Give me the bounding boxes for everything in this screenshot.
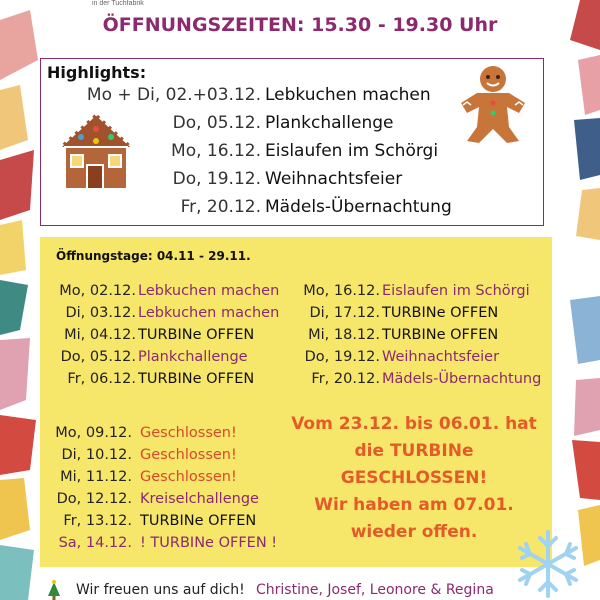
schedule-date: Di, 10.12.: [61, 447, 132, 463]
schedule-event: Lebkuchen machen: [138, 283, 280, 299]
schedule-event: ! TURBINe OFFEN !: [140, 535, 278, 551]
schedule-row: [40, 371, 300, 391]
schedule-date: Sa, 14.12.: [58, 535, 132, 551]
schedule-date: Mi, 11.12.: [60, 469, 132, 485]
page-title: ÖFFNUNGSZEITEN: 15.30 - 19.30 Uhr: [102, 14, 498, 36]
schedule-event: TURBINe OFFEN: [382, 305, 499, 321]
schedule-row: [40, 305, 300, 325]
schedule-date: Mo, 16.12.: [303, 283, 380, 299]
highlight-row: [41, 141, 545, 165]
schedule-row: [298, 371, 552, 391]
schedule-date: Do, 05.12.: [60, 349, 136, 365]
highlight-date: Mo, 16.12.: [171, 141, 261, 161]
schedule-date: Di, 03.12.: [65, 305, 136, 321]
schedule-row: [40, 425, 290, 445]
highlight-row: [41, 197, 545, 221]
closure-notice: [280, 411, 548, 546]
notice-line: Wir haben am 07.01.: [314, 495, 514, 515]
schedule-heading: Öffnungstage: 04.11 - 29.11.: [56, 249, 251, 263]
schedule-date: Mo, 09.12.: [55, 425, 132, 441]
schedule-panel: [40, 237, 552, 567]
schedule-event: Lebkuchen machen: [138, 305, 280, 321]
footer: [46, 580, 566, 600]
schedule-date: Mi, 18.12.: [308, 327, 380, 343]
footer-text: Wir freuen uns auf dich!: [76, 582, 245, 598]
schedule-event: Mädels-Übernachtung: [382, 371, 542, 387]
schedule-row: [298, 349, 552, 369]
schedule-event: TURBINe OFFEN: [140, 513, 257, 529]
org-tagline: in der Tuchfabrik: [92, 0, 144, 7]
christmas-tree-icon: [46, 580, 62, 600]
schedule-row: [298, 305, 552, 325]
schedule-event: Weihnachtsfeier: [382, 349, 500, 365]
schedule-row: [40, 447, 290, 467]
highlight-date: Do, 19.12.: [172, 169, 261, 189]
highlight-event: Weihnachtsfeier: [265, 169, 403, 189]
schedule-event: TURBINe OFFEN: [138, 371, 255, 387]
highlight-row: [41, 169, 545, 193]
schedule-event: Eislaufen im Schörgi: [382, 283, 530, 299]
schedule-event: TURBINe OFFEN: [382, 327, 499, 343]
highlight-event: Eislaufen im Schörgi: [265, 141, 439, 161]
schedule-date: Mo, 02.12.: [59, 283, 136, 299]
highlight-row: [41, 113, 545, 137]
schedule-date: Fr, 06.12.: [67, 371, 136, 387]
highlight-row: [41, 85, 545, 109]
schedule-row: [40, 349, 300, 369]
highlight-event: Mädels-Übernachtung: [265, 197, 452, 217]
schedule-event: Geschlossen!: [140, 447, 237, 463]
schedule-row: [40, 535, 290, 555]
notice-line: wieder offen.: [350, 522, 478, 542]
schedule-row: [40, 327, 300, 347]
schedule-date: Fr, 20.12.: [311, 371, 380, 387]
schedule-event: Geschlossen!: [140, 469, 237, 485]
schedule-date: Mi, 04.12.: [64, 327, 136, 343]
notice-line: Vom 23.12. bis 06.01. hat: [291, 414, 537, 434]
schedule-event: Plankchallenge: [138, 349, 248, 365]
highlight-date: Mo + Di, 02.+03.12.: [86, 85, 261, 105]
schedule-row: [40, 513, 290, 533]
schedule-date: Di, 17.12.: [309, 305, 380, 321]
footer-names: Christine, Josef, Leonore & Regina: [256, 582, 494, 598]
highlight-date: Do, 05.12.: [172, 113, 261, 133]
notice-line: die TURBINe: [354, 441, 474, 461]
schedule-date: Fr, 13.12.: [63, 513, 132, 529]
schedule-date: Do, 19.12.: [304, 349, 380, 365]
schedule-row: [40, 491, 290, 511]
highlights-label: Highlights:: [47, 63, 147, 82]
highlight-date: Fr, 20.12.: [180, 197, 261, 217]
highlight-event: Plankchallenge: [265, 113, 394, 133]
schedule-row: [40, 283, 300, 303]
highlights-box: [40, 58, 544, 226]
notice-line: GESCHLOSSEN!: [340, 468, 488, 488]
schedule-date: Do, 12.12.: [56, 491, 132, 507]
highlight-event: Lebkuchen machen: [265, 85, 431, 105]
schedule-event: Geschlossen!: [140, 425, 237, 441]
schedule-row: [298, 327, 552, 347]
schedule-event: Kreiselchallenge: [140, 491, 259, 507]
schedule-event: TURBINe OFFEN: [138, 327, 255, 343]
schedule-row: [40, 469, 290, 489]
schedule-row: [298, 283, 552, 303]
